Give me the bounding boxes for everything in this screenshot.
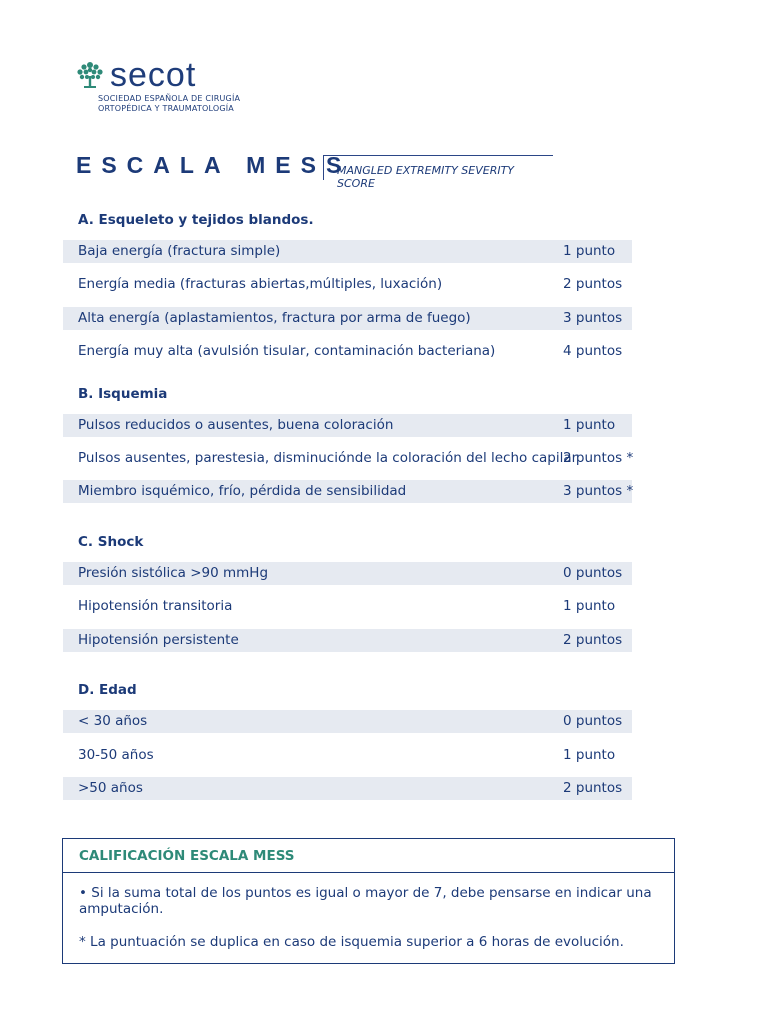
row-label: Pulsos ausentes, parestesia, disminuciónde la coloración del lecho capilar (78, 450, 578, 466)
row-label: Miembro isquémico, frío, pérdida de sensibilidad (78, 483, 407, 499)
section-title-b: B. Isquemia (78, 386, 168, 402)
row-points: 1 punto (563, 417, 616, 433)
row-points: 1 punto (563, 747, 616, 763)
box-title: CALIFICACIÓN ESCALA MESS (63, 839, 674, 873)
row-label: Baja energía (fractura simple) (78, 243, 281, 259)
table-row (63, 777, 632, 800)
logo (74, 58, 240, 114)
org-name-line-2: ORTOPÉDICA Y TRAUMATOLOGÍA (98, 104, 234, 113)
table-row (63, 414, 632, 437)
row-label: 30-50 años (78, 747, 154, 763)
row-points: 2 puntos (563, 780, 623, 796)
table-row (63, 595, 632, 618)
box-body (63, 873, 674, 950)
table-row (63, 307, 632, 330)
org-name-line-1: SOCIEDAD ESPAÑOLA DE CIRUGÍA (98, 94, 241, 103)
table-row (63, 240, 632, 263)
table-row (63, 629, 632, 652)
table-row (63, 562, 632, 585)
row-points: 4 puntos (563, 343, 623, 359)
row-label: Presión sistólica >90 mmHg (78, 565, 269, 581)
tree-icon (74, 59, 106, 91)
row-points: 2 puntos (563, 632, 623, 648)
row-label: < 30 años (78, 713, 148, 729)
row-points: 2 puntos * (563, 450, 634, 466)
amputation-note: • Si la suma total de los puntos es igual o mayor de 7, debe pensarse en indicar una amputación. (79, 885, 652, 917)
brand-name: secot (110, 56, 197, 94)
page-title: ESCALA MESS (76, 152, 352, 178)
section-title-c: C. Shock (78, 534, 144, 550)
row-label: Hipotensión transitoria (78, 598, 233, 614)
table-row (63, 710, 632, 733)
row-points: 2 puntos (563, 276, 623, 292)
row-points: 1 punto (563, 598, 616, 614)
row-label: Hipotensión persistente (78, 632, 239, 648)
section-title-a: A. Esqueleto y tejidos blandos. (78, 212, 314, 228)
qualification-box (62, 838, 675, 964)
row-label: Energía muy alta (avulsión tisular, contaminación bacteriana) (78, 343, 496, 359)
table-row (63, 447, 632, 470)
row-label: >50 años (78, 780, 143, 796)
table-row (63, 340, 632, 363)
row-label: Pulsos reducidos o ausentes, buena coloración (78, 417, 394, 433)
table-row (63, 744, 632, 767)
row-points: 1 punto (563, 243, 616, 259)
row-points: 3 puntos * (563, 483, 634, 499)
section-title-d: D. Edad (78, 682, 137, 698)
table-row (63, 273, 632, 296)
table-row (63, 480, 632, 503)
row-points: 3 puntos (563, 310, 623, 326)
row-label: Energía media (fracturas abiertas,múltiples, luxación) (78, 276, 443, 292)
row-label: Alta energía (aplastamientos, fractura por arma de fuego) (78, 310, 471, 326)
page-subtitle: MANGLED EXTREMITY SEVERITY SCORE (323, 155, 553, 180)
ischemia-note: * La puntuación se duplica en caso de isquemia superior a 6 horas de evolución. (79, 934, 624, 950)
row-points: 0 puntos (563, 565, 623, 581)
row-points: 0 puntos (563, 713, 623, 729)
